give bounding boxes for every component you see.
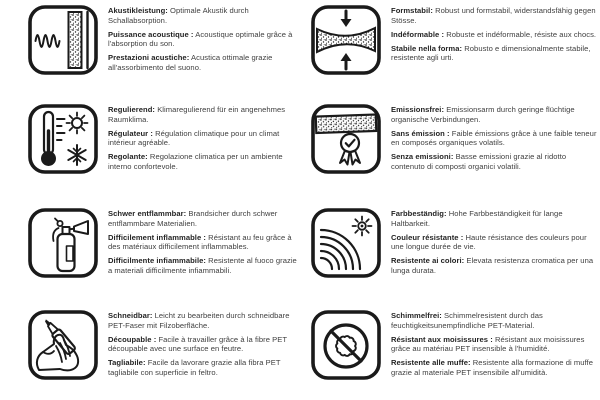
feature-text-fr: Résistant aux moisissures : Résistant aux moisissures grâce au matériau PET insensible à l'humidité.: [391, 334, 585, 354]
no-mold-icon: [310, 309, 382, 381]
feature-text-de: Formstabil: Robust und formstabil, widerstandsfähig gegen Stösse.: [391, 6, 596, 25]
feature-text-fr: Découpable : Facile à travailler grâce à la fibre PET découpable avec une surface en feutre.: [108, 334, 287, 354]
feature-text-it: Resistente alle muffe: Resistente alla formazione di muffe grazie al materiale PET insensibile all'umidità.: [391, 358, 593, 377]
feature-text-it: Stabile nella forma: Robusto e dimensionalmente stabile, resistente agli urti.: [391, 43, 591, 63]
feature-text-de: Regulierend: Klimaregulierend für ein angenehmes Raumklima.: [108, 105, 286, 124]
feature-card-climate: [0, 100, 300, 200]
feature-text-fr: Sans émission : Faible émissions grâce à une faible teneur en composés organiques volatils.: [391, 128, 597, 148]
feature-text-it: Tagliabile: Facile da lavorare grazie alla fibra PET tagliabile con superficie in feltro.: [108, 358, 281, 377]
feature-text-de: Schwer entflammbar: Brandsicher durch schwer entflammbare Materialien.: [108, 209, 278, 228]
feature-text-fr: Indéformable : Robuste et indéformable, résiste aux chocs.: [391, 29, 597, 39]
sound-absorption-icon: [27, 4, 99, 76]
feature-text-it: Difficilmente infiammabile: Resistente al fuoco grazie a materiali difficilmente infiammabili.: [108, 256, 297, 275]
feature-text-de: Emissionsfrei: Emissionsarm durch geringe flüchtige organische Verbindungen.: [391, 105, 575, 124]
color-fastness-icon: [310, 207, 382, 279]
feature-text-it: Senza emissioni: Basse emissioni grazie al ridotto contenuto di composti organici volatili.: [391, 152, 567, 171]
feature-text-fr: Puissance acoustique : Acoustique optimale grâce à l'absorption du son.: [108, 29, 293, 49]
feature-card-color-fast: [300, 200, 600, 300]
feature-card-shape-stability: [300, 0, 600, 100]
feature-text-de: Farbbeständig: Hohe Farbbeständigkeit für lange Haltbarkeit.: [391, 209, 563, 228]
climate-regulation-icon: [27, 103, 99, 175]
fire-extinguisher-icon: [27, 207, 99, 279]
feature-text-de: Schimmelfrei: Schimmelresistent durch das feuchtigkeitsunempfindliche PET-Material.: [391, 311, 543, 330]
feature-text-de: Schneidbar: Leicht zu bearbeiten durch schneidbare PET-Faser mit Filzoberfläche.: [108, 311, 290, 330]
feature-text-fr: Difficilement inflammable : Résistant au feu grâce à des matériaux difficilement inflammables.: [108, 232, 292, 252]
feature-text-de: Akustikleistung: Optimale Akustik durch Schallabsorption.: [108, 6, 249, 25]
feature-text-it: Regolante: Regolazione climatica per un ambiente interno confortevole.: [108, 152, 283, 171]
feature-text-fr: Régulateur : Régulation climatique pour un climat intérieur agréable.: [108, 128, 280, 148]
cutting-hand-icon: [27, 309, 99, 381]
feature-card-acoustics: [0, 0, 300, 100]
feature-card-emission-free: [300, 100, 600, 200]
emission-free-icon: [310, 103, 382, 175]
feature-text-it: Resistente ai colori: Elevata resistenza cromatica per una lunga durata.: [391, 256, 594, 275]
feature-card-fire-resistant: [0, 200, 300, 300]
feature-card-cuttable: [0, 300, 300, 400]
feature-text-it: Prestazioni acustiche: Acustica ottimale grazie all'assorbimento del suono.: [108, 53, 273, 72]
feature-text-fr: Couleur résistante : Haute résistance des couleurs pour une longue durée de vie.: [391, 232, 587, 252]
feature-card-mold-free: [300, 300, 600, 400]
shape-stability-icon: [310, 4, 382, 76]
